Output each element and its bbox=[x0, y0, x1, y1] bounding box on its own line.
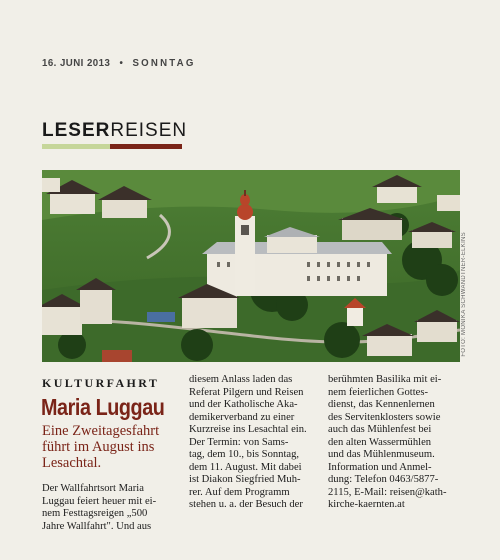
village-photo-illustration bbox=[42, 170, 460, 362]
text-line: stehen u. a. der Besuch der bbox=[189, 499, 303, 510]
text-line: dung: Telefon 0463/5877- bbox=[328, 474, 439, 485]
article-column-1 bbox=[42, 483, 182, 533]
text-line: Der Termin: von Sams- bbox=[189, 436, 289, 448]
dateline bbox=[42, 57, 196, 69]
text-line: 2115, E-Mail: reisen@kath- bbox=[328, 486, 447, 498]
text-line: des Servitenklosters sowie bbox=[328, 411, 441, 423]
text-line: tag, dem 10., bis Sonntag, bbox=[189, 449, 300, 460]
article-column-3 bbox=[328, 374, 464, 512]
text-line: dem 11. August. Mit dabei bbox=[189, 461, 302, 473]
article-column-2 bbox=[189, 374, 324, 512]
text-line: Der Wallfahrtsort Maria bbox=[42, 483, 144, 494]
text-line: dienst, das Kennenlernen bbox=[328, 399, 435, 410]
subtitle-line: Eine Zweitagesfahrt bbox=[42, 423, 160, 439]
text-line: ist Diakon Siegfried Muh- bbox=[189, 474, 301, 485]
text-line: Luggau feiert heuer mit ei- bbox=[42, 495, 157, 507]
text-line: auch das Mühlenfest bei bbox=[328, 424, 432, 435]
text-line: nem feierlichen Gottes- bbox=[328, 386, 429, 398]
date-separator: • bbox=[119, 57, 124, 69]
subtitle-line: führt im August ins bbox=[42, 439, 155, 455]
section-rubric bbox=[42, 120, 187, 142]
subtitle-line: Lesachtal. bbox=[42, 455, 102, 471]
article-title: Maria Luggau bbox=[41, 394, 165, 420]
rubric-color-bar bbox=[42, 144, 182, 149]
text-line: den alten Wassermühlen bbox=[328, 436, 432, 448]
text-line: und der Katholische Aka- bbox=[189, 399, 298, 410]
date: 16. JUNI 2013 bbox=[42, 57, 111, 69]
text-line: Kurzreise ins Lesachtal ein. bbox=[189, 424, 307, 435]
article-subtitle bbox=[42, 423, 182, 471]
text-line: Jahre Wallfahrt". Und aus bbox=[42, 520, 152, 532]
rubric-part-reisen: REISEN bbox=[110, 120, 188, 141]
text-line: berühmten Basilika mit ei- bbox=[328, 374, 442, 385]
text-line: nem Festtagsreigen „500 bbox=[42, 508, 148, 519]
text-line: demikerverband zu einer bbox=[189, 411, 295, 423]
article-kicker: KULTURFAHRT bbox=[42, 376, 160, 390]
article-photo bbox=[42, 170, 460, 362]
photo-credit: FOTO: MONIKA SCHWANDTNER-ELKINS bbox=[461, 232, 467, 357]
text-line: Information und Anmel- bbox=[328, 461, 432, 473]
text-line: und das Mühlenmuseum. bbox=[328, 449, 435, 460]
text-line: diesem Anlass laden das bbox=[189, 374, 293, 385]
weekday: SONNTAG bbox=[132, 57, 196, 69]
rubric-bar-red bbox=[110, 144, 182, 149]
text-line: Referat Pilgern und Reisen bbox=[189, 386, 304, 398]
text-line: kirche-kaernten.at bbox=[328, 499, 405, 510]
text-line: rer. Auf dem Programm bbox=[189, 486, 290, 498]
rubric-part-leser: LESER bbox=[42, 120, 111, 141]
rubric-bar-green bbox=[42, 144, 110, 149]
